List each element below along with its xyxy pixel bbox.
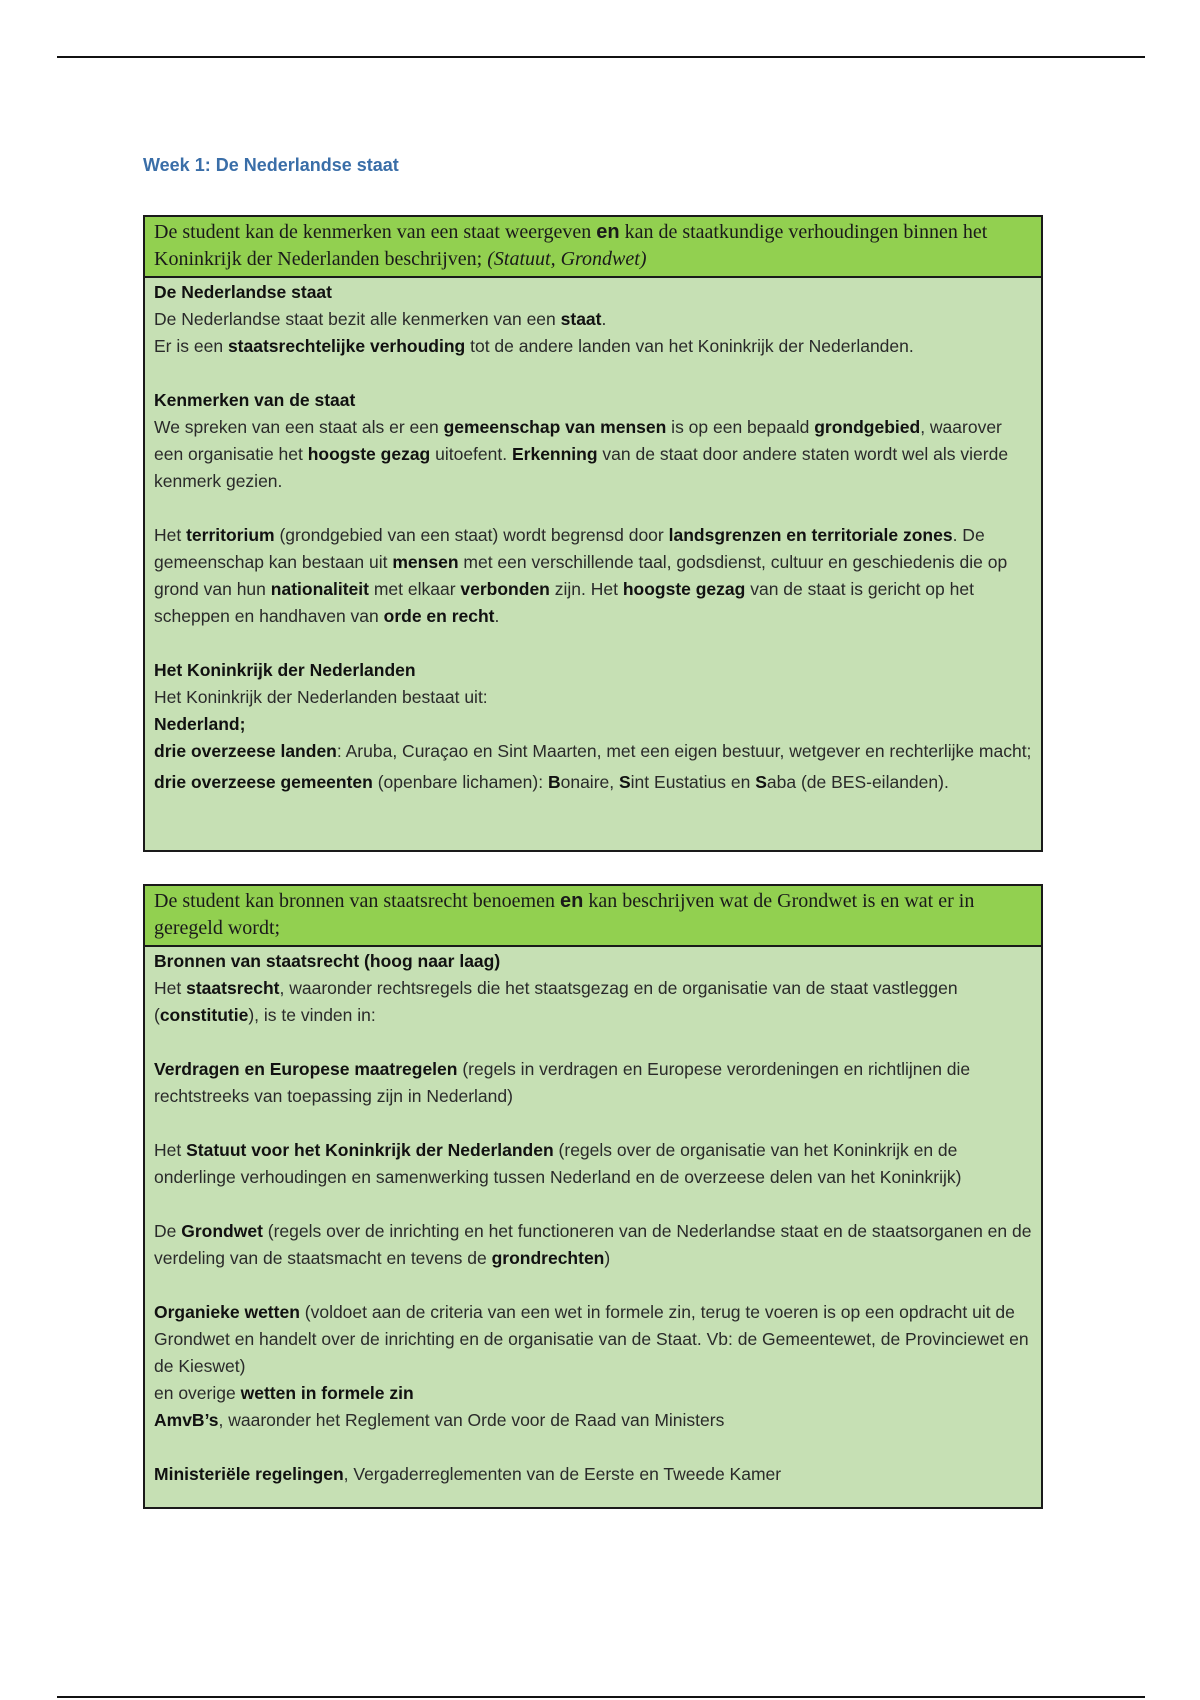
section-heading: De Nederlandse staat <box>154 282 332 302</box>
header-rule <box>57 56 1145 58</box>
section-heading: Het Koninkrijk der Nederlanden <box>154 660 416 680</box>
paragraph: Het staatsrecht, waaronder rechtsregels die het staatsgezag en de organisatie van de staat vastleggen (constitutie), is te vinden in: <box>154 978 958 1025</box>
page-title: Week 1: De Nederlandse staat <box>143 155 399 175</box>
list-item: drie overzeese landen: Aruba, Curaçao en Sint Maarten, met een eigen bestuur, wetgever en rechterlijke macht; <box>154 741 1032 761</box>
learning-goal-box-2 <box>143 884 1043 1509</box>
goal-text: kan beschrijven wat de Grondwet is en wat er in geregeld wordt; <box>154 890 975 939</box>
paragraph: Ministeriële regelingen, Vergaderreglementen van de Eerste en Tweede Kamer <box>154 1464 782 1484</box>
box-body <box>145 947 1041 1488</box>
paragraph: Organieke wetten (voldoet aan de criteria van een wet in formele zin, terug te voeren is op een opdracht uit de Grondwet en handelt over de inrichting en de organisatie van de Staat. Vb: de Gemeentewet, de Provinciewet en de Kieswet) <box>154 1302 1029 1376</box>
goal-text-bold: en <box>559 890 584 912</box>
paragraph: AmvB’s, waaronder het Reglement van Orde voor de Raad van Ministers <box>154 1410 725 1430</box>
goal-text-bold: en <box>596 221 620 243</box>
goal-text: kan de staatkundige verhoudingen binnen het Koninkrijk der Nederlanden beschrijven; <box>154 221 988 270</box>
paragraph: en overige wetten in formele zin <box>154 1383 414 1403</box>
box-body <box>145 278 1041 797</box>
paragraph: Het Statuut voor het Koninkrijk der Nederlanden (regels over de organisatie van het Koninkrijk en de onderlinge verhoudingen en samenwerking tussen Nederland en de overzeese delen van het Koninkrijk) <box>154 1140 962 1187</box>
list-item: Nederland; <box>154 714 246 734</box>
paragraph: De Nederlandse staat bezit alle kenmerken van een staat. <box>154 309 607 329</box>
goal-text: De student kan bronnen van staatsrecht benoemen <box>154 890 560 912</box>
paragraph: De Grondwet (regels over de inrichting en het functioneren van de Nederlandse staat en de staatsorganen en de verdeling van de staatsmacht en tevens de grondrechten) <box>154 1221 1032 1268</box>
learning-goal-heading <box>145 886 1041 947</box>
paragraph: Het territorium (grondgebied van een staat) wordt begrensd door landsgrenzen en territoriale zones. De gemeenschap kan bestaan uit mensen met een verschillende taal, godsdienst, cultuur en geschiedenis die op grond van hun nationaliteit met elkaar verbonden zijn. Het hoogste gezag van de staat is gericht op het scheppen en handhaven van orde en recht. <box>154 525 1008 626</box>
section-heading: Bronnen van staatsrecht (hoog naar laag) <box>154 951 501 971</box>
goal-text: De student kan de kenmerken van een staat weergeven <box>154 221 597 243</box>
learning-goal-heading <box>145 217 1041 278</box>
goal-text-italic: (Statuut, Grondwet) <box>487 248 647 270</box>
paragraph: Het Koninkrijk der Nederlanden bestaat uit: <box>154 687 488 707</box>
list-item: drie overzeese gemeenten (openbare lichamen): Bonaire, Sint Eustatius en Saba (de BES-eilanden). <box>154 772 949 792</box>
footer-rule <box>57 1696 1145 1698</box>
learning-goal-box-1 <box>143 215 1043 852</box>
paragraph: Verdragen en Europese maatregelen (regels in verdragen en Europese verordeningen en richtlijnen die rechtstreeks van toepassing zijn in Nederland) <box>154 1059 971 1106</box>
section-heading: Kenmerken van de staat <box>154 390 356 410</box>
paragraph: We spreken van een staat als er een gemeenschap van mensen is op een bepaald grondgebied, waarover een organisatie het hoogste gezag uitoefent. Erkenning van de staat door andere staten wordt wel als vierde kenmerk gezien. <box>154 417 1009 491</box>
paragraph: Er is een staatsrechtelijke verhouding tot de andere landen van het Koninkrijk der Nederlanden. <box>154 336 914 356</box>
